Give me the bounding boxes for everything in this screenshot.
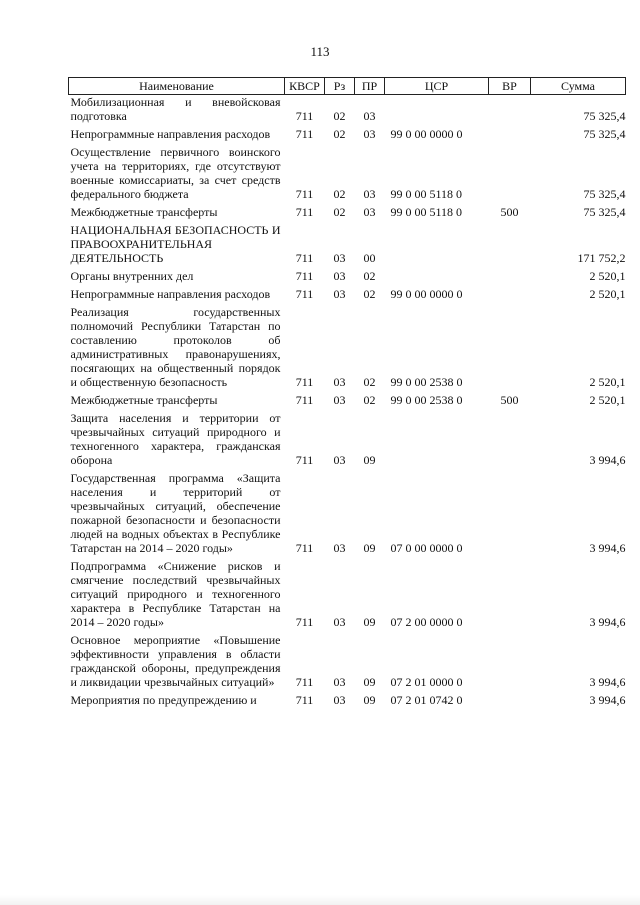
- row-name: Подпрограмма «Снижение рисков и смягчение последствий чрезвычайных ситуаций природного и техногенного характера в Республике Татарстан на 2014 – 2020 годы»: [70, 559, 281, 629]
- row-rz: 03: [333, 287, 346, 301]
- row-name: НАЦИОНАЛЬНАЯ БЕЗОПАСНОСТЬ И ПРАВООХРАНИТЕЛЬНАЯ ДЕЯТЕЛЬНОСТЬ: [70, 223, 281, 265]
- row-sum: 2 520,1: [589, 375, 626, 389]
- row-name: Межбюджетные трансферты: [70, 393, 218, 407]
- table-row: [69, 693, 626, 711]
- row-vr: [489, 559, 531, 633]
- row-pr: 09: [363, 453, 376, 467]
- row-kvsr: 711: [295, 693, 314, 707]
- row-csr: 99 0 00 0000 0: [390, 127, 463, 141]
- page-number: 113: [310, 44, 330, 59]
- row-name: Реализация государственных полномочий Республики Татарстан по составлению протоколов об административных правонарушениях, посягающих на общественный порядок и общественную безопасность: [70, 305, 281, 389]
- row-vr: [489, 95, 531, 128]
- row-name: Осуществление первичного воинского учета на территориях, где отсутствуют военные комиссариаты, за счет средств федерального бюджета: [70, 145, 281, 201]
- table-row: [69, 127, 626, 145]
- row-vr: [489, 633, 531, 693]
- row-rz: 03: [333, 251, 346, 265]
- row-pr: 09: [363, 675, 376, 689]
- row-sum: 75 325,4: [583, 109, 626, 123]
- row-sum: 3 994,6: [589, 453, 626, 467]
- row-name: Органы внутренних дел: [70, 269, 194, 283]
- row-vr: [489, 127, 531, 145]
- row-kvsr: 711: [295, 109, 314, 123]
- row-sum: 171 752,2: [577, 251, 626, 265]
- row-vr: 500: [500, 205, 519, 219]
- row-pr: 09: [363, 615, 376, 629]
- row-kvsr: 711: [295, 269, 314, 283]
- row-csr: [385, 269, 489, 287]
- table-row: [69, 287, 626, 305]
- row-pr: 09: [363, 541, 376, 555]
- row-kvsr: 711: [295, 615, 314, 629]
- row-kvsr: 711: [295, 251, 314, 265]
- row-csr: [385, 95, 489, 128]
- row-name: Защита населения и территории от чрезвычайных ситуаций природного и техногенного характера, гражданская оборона: [70, 411, 281, 467]
- row-sum: 2 520,1: [589, 287, 626, 301]
- row-kvsr: 711: [295, 675, 314, 689]
- row-kvsr: 711: [295, 127, 314, 141]
- row-kvsr: 711: [295, 205, 314, 219]
- row-sum: 3 994,6: [589, 615, 626, 629]
- row-name: Непрограммные направления расходов: [70, 127, 271, 141]
- row-rz: 03: [333, 375, 346, 389]
- header-kvsr: КВСР: [285, 78, 325, 95]
- header-pr: ПР: [355, 78, 385, 95]
- table-row: [69, 559, 626, 633]
- row-vr: [489, 471, 531, 559]
- table-row: [69, 471, 626, 559]
- table-row: [69, 393, 626, 411]
- header-name: Наименование: [69, 78, 285, 95]
- row-rz: 03: [333, 615, 346, 629]
- header-csr: ЦСР: [385, 78, 489, 95]
- row-pr: 03: [363, 127, 376, 141]
- row-pr: 02: [363, 269, 376, 283]
- row-rz: 02: [333, 187, 346, 201]
- table-row: [69, 95, 626, 128]
- header-rz: Рз: [325, 78, 355, 95]
- row-pr: 03: [363, 187, 376, 201]
- row-vr: [489, 145, 531, 205]
- row-rz: 02: [333, 127, 346, 141]
- table-row: [69, 633, 626, 693]
- row-vr: [489, 287, 531, 305]
- row-name: Мероприятия по предупреждению и: [70, 693, 257, 707]
- row-csr: 99 0 00 2538 0: [390, 393, 463, 407]
- table-row: [69, 145, 626, 205]
- row-name: Государственная программа «Защита населения и территорий от чрезвычайных ситуаций, обеспечение пожарной безопасности и безопасности людей на водных объектах в Республике Татарстан на 2014 – 2020 годы»: [70, 471, 281, 555]
- row-csr: [385, 411, 489, 471]
- row-kvsr: 711: [295, 541, 314, 555]
- row-kvsr: 711: [295, 393, 314, 407]
- row-csr: 99 0 00 0000 0: [390, 287, 463, 301]
- table-row: [69, 411, 626, 471]
- row-vr: [489, 411, 531, 471]
- row-csr: 99 0 00 5118 0: [390, 205, 463, 219]
- table-row: [69, 305, 626, 393]
- row-pr: 02: [363, 375, 376, 389]
- row-rz: 03: [333, 541, 346, 555]
- row-rz: 03: [333, 693, 346, 707]
- row-kvsr: 711: [295, 287, 314, 301]
- row-vr: 500: [500, 393, 519, 407]
- row-pr: 02: [363, 393, 376, 407]
- row-rz: 02: [333, 205, 346, 219]
- row-rz: 03: [333, 393, 346, 407]
- row-vr: [489, 223, 531, 269]
- row-kvsr: 711: [295, 453, 314, 467]
- table-row: [69, 269, 626, 287]
- row-sum: 3 994,6: [589, 541, 626, 555]
- header-vr: ВР: [489, 78, 531, 95]
- row-csr: 07 2 01 0000 0: [390, 675, 463, 689]
- row-csr: 07 0 00 0000 0: [390, 541, 463, 555]
- row-sum: 75 325,4: [583, 205, 626, 219]
- row-name: Непрограммные направления расходов: [70, 287, 271, 301]
- row-pr: 03: [363, 205, 376, 219]
- header-sum: Сумма: [531, 78, 626, 95]
- row-vr: [489, 305, 531, 393]
- row-sum: 2 520,1: [589, 393, 626, 407]
- table-row: [69, 205, 626, 223]
- table-header-row: [69, 78, 626, 95]
- row-pr: 09: [363, 693, 376, 707]
- row-vr: [489, 693, 531, 711]
- row-name: Межбюджетные трансферты: [70, 205, 218, 219]
- row-rz: 03: [333, 269, 346, 283]
- budget-table: [68, 77, 626, 711]
- row-sum: 75 325,4: [583, 187, 626, 201]
- table-row: [69, 223, 626, 269]
- row-pr: 03: [363, 109, 376, 123]
- row-csr: 07 2 01 0742 0: [390, 693, 463, 707]
- row-rz: 03: [333, 453, 346, 467]
- row-csr: 07 2 00 0000 0: [390, 615, 463, 629]
- row-rz: 02: [333, 109, 346, 123]
- row-pr: 02: [363, 287, 376, 301]
- row-kvsr: 711: [295, 187, 314, 201]
- row-csr: 99 0 00 2538 0: [390, 375, 463, 389]
- row-vr: [489, 269, 531, 287]
- row-sum: 3 994,6: [589, 693, 626, 707]
- row-csr: 99 0 00 5118 0: [390, 187, 463, 201]
- row-sum: 2 520,1: [589, 269, 626, 283]
- row-pr: 00: [363, 251, 376, 265]
- row-sum: 3 994,6: [589, 675, 626, 689]
- row-rz: 03: [333, 675, 346, 689]
- row-kvsr: 711: [295, 375, 314, 389]
- row-name: Основное мероприятие «Повышение эффективности управления в области гражданской обороны, предупреждения и ликвидации чрезвычайных ситуаций»: [70, 633, 281, 689]
- row-sum: 75 325,4: [583, 127, 626, 141]
- page-bottom-edge: [0, 895, 640, 905]
- row-name: Мобилизационная и вневойсковая подготовка: [70, 95, 281, 123]
- row-csr: [385, 223, 489, 269]
